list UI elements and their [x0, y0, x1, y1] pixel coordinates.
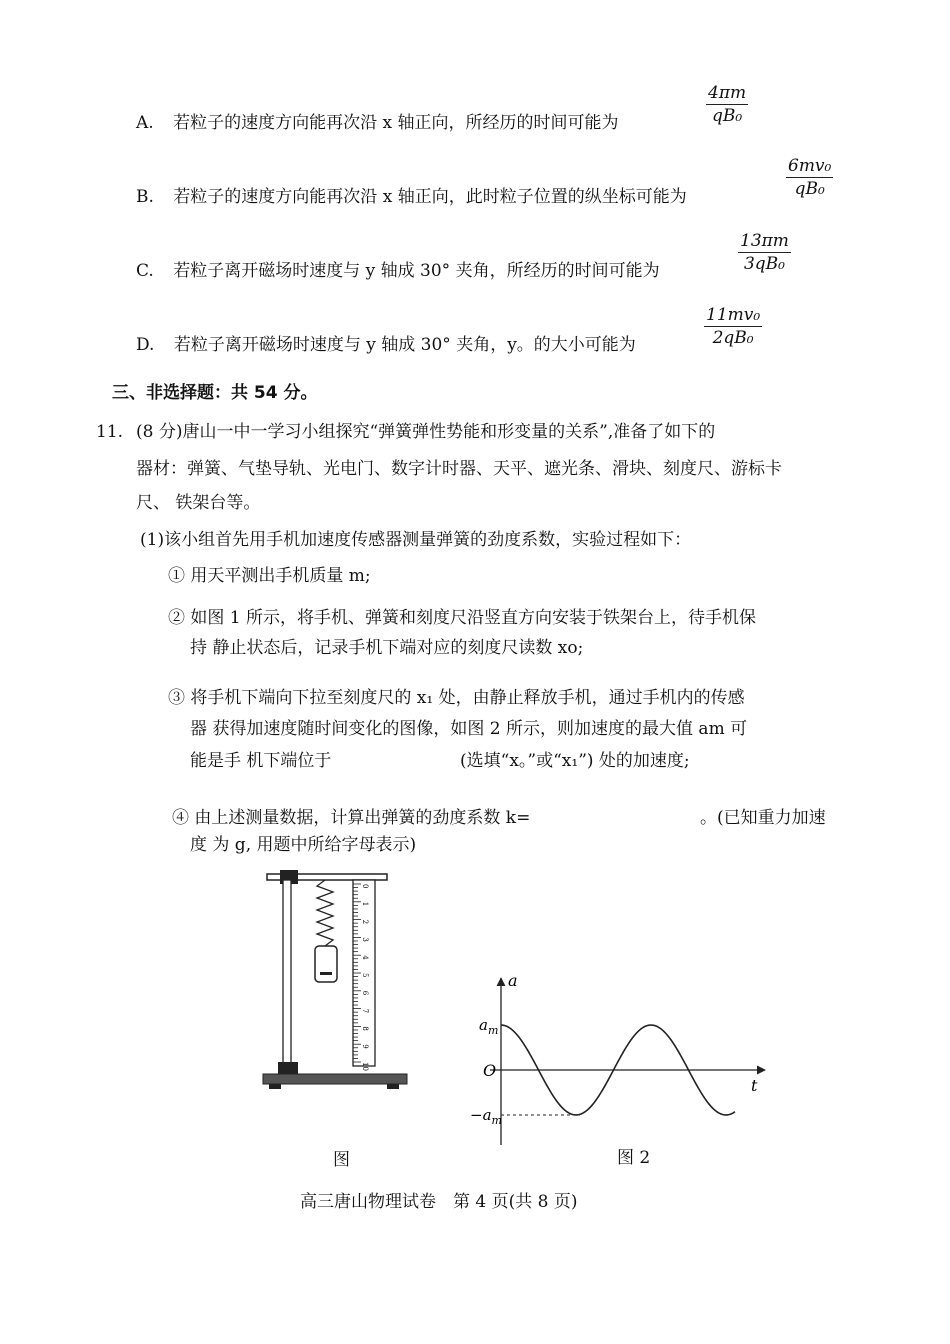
numerator: 11mv₀ — [706, 305, 761, 325]
numerator: 13πm — [740, 231, 789, 251]
ruler-label: 2 — [361, 919, 369, 925]
question-number: 11. — [96, 422, 124, 442]
max-label-sub: m — [487, 1024, 499, 1037]
ruler-label: 5 — [361, 973, 369, 978]
option-letter: C. — [136, 261, 154, 281]
ruler-label: 9 — [361, 1044, 369, 1049]
option-c — [136, 259, 660, 283]
option-text: 若粒子离开磁场时速度与 y 轴成 30° 夹角，所经历的时间可能为 — [173, 261, 660, 281]
q11-line3: 尺、 铁架台等。 — [136, 493, 261, 513]
option-letter: B. — [136, 187, 154, 207]
figure-1-apparatus — [255, 862, 415, 1092]
max-label — [479, 1016, 498, 1037]
q11-line2: 器材：弹簧、气垫导轨、光电门、数字计时器、天平、遮光条、滑块、刻度尺、游标卡 — [136, 459, 782, 479]
option-letter: A. — [136, 113, 154, 133]
ruler-label: 10 — [361, 1062, 369, 1071]
step-2-line2: 持 静止状态后，记录手机下端对应的刻度尺读数 xo; — [190, 638, 584, 658]
section-heading: 三、非选择题：共 54 分。 — [112, 383, 318, 403]
option-c-fraction — [738, 230, 791, 275]
numerator: 6mv₀ — [788, 156, 832, 176]
step-3-line1: ③ 将手机下端向下拉至刻度尺的 x₁ 处，由静止释放手机，通过手机内的传感 — [168, 688, 745, 708]
q11-part1: (1)该小组首先用手机加速度传感器测量弹簧的劲度系数，实验过程如下： — [140, 530, 692, 550]
y-axis-label: a — [508, 971, 518, 990]
option-b — [136, 185, 687, 209]
origin-label: O — [483, 1061, 497, 1080]
step-3-line3a: 能是手 机下端位于 — [190, 751, 332, 771]
step-2-line1: ② 如图 1 所示，将手机、弹簧和刻度尺沿竖直方向安装于铁架台上，待手机保 — [168, 608, 757, 628]
ruler-label: 7 — [361, 1008, 369, 1014]
ruler-label: 8 — [361, 1026, 369, 1031]
ruler-label: 0 — [361, 884, 369, 889]
figure-2-graph — [470, 970, 780, 1150]
option-text: 若粒子离开磁场时速度与 y 轴成 30° 夹角，y。的大小可能为 — [173, 335, 636, 355]
denominator: 2qB₀ — [712, 328, 754, 348]
q11-line1: (8 分)唐山一中一学习小组探究“弹簧弹性势能和形变量的关系”,准备了如下的 — [136, 422, 716, 442]
option-a-fraction — [706, 82, 748, 127]
min-label-main: −a — [470, 1106, 492, 1124]
ruler-label: 1 — [361, 901, 369, 907]
min-label-sub: m — [491, 1114, 502, 1127]
option-a — [136, 111, 619, 135]
step-4-line2: 度 为 g, 用题中所给字母表示) — [190, 835, 417, 855]
option-letter: D. — [136, 335, 155, 355]
min-label — [470, 1106, 502, 1127]
ruler-label: 3 — [361, 937, 369, 942]
step-3-line2: 器 获得加速度随时间变化的图像，如图 2 所示，则加速度的最大值 am 可 — [190, 719, 748, 739]
option-b-fraction — [786, 155, 833, 200]
step-3-line3b: (选填“x。”或“x₁”) 处的加速度; — [460, 751, 690, 771]
option-text: 若粒子的速度方向能再次沿 x 轴正向，所经历的时间可能为 — [173, 113, 619, 133]
ruler-label: 4 — [361, 955, 369, 960]
page-footer: 高三唐山物理试卷 第 4 页(共 8 页) — [300, 1192, 578, 1212]
step-4-line1a: ④ 由上述测量数据，计算出弹簧的劲度系数 k= — [172, 808, 531, 828]
figure-1-caption: 图 — [333, 1150, 350, 1170]
option-d — [136, 333, 636, 357]
option-d-fraction — [704, 304, 762, 349]
ruler-label: 6 — [361, 990, 369, 996]
max-label-main: a — [479, 1016, 488, 1034]
step-4-line1b: 。(已知重力加速 — [700, 808, 826, 828]
step-1: ① 用天平测出手机质量 m; — [168, 566, 371, 586]
figure-2-caption: 图 2 — [617, 1148, 651, 1168]
numerator: 4πm — [708, 83, 747, 103]
option-text: 若粒子的速度方向能再次沿 x 轴正向，此时粒子位置的纵坐标可能为 — [173, 187, 687, 207]
denominator: 3qB₀ — [743, 254, 785, 274]
denominator: qB₀ — [794, 179, 825, 199]
denominator: qB₀ — [711, 106, 743, 126]
x-axis-label: t — [751, 1076, 758, 1095]
